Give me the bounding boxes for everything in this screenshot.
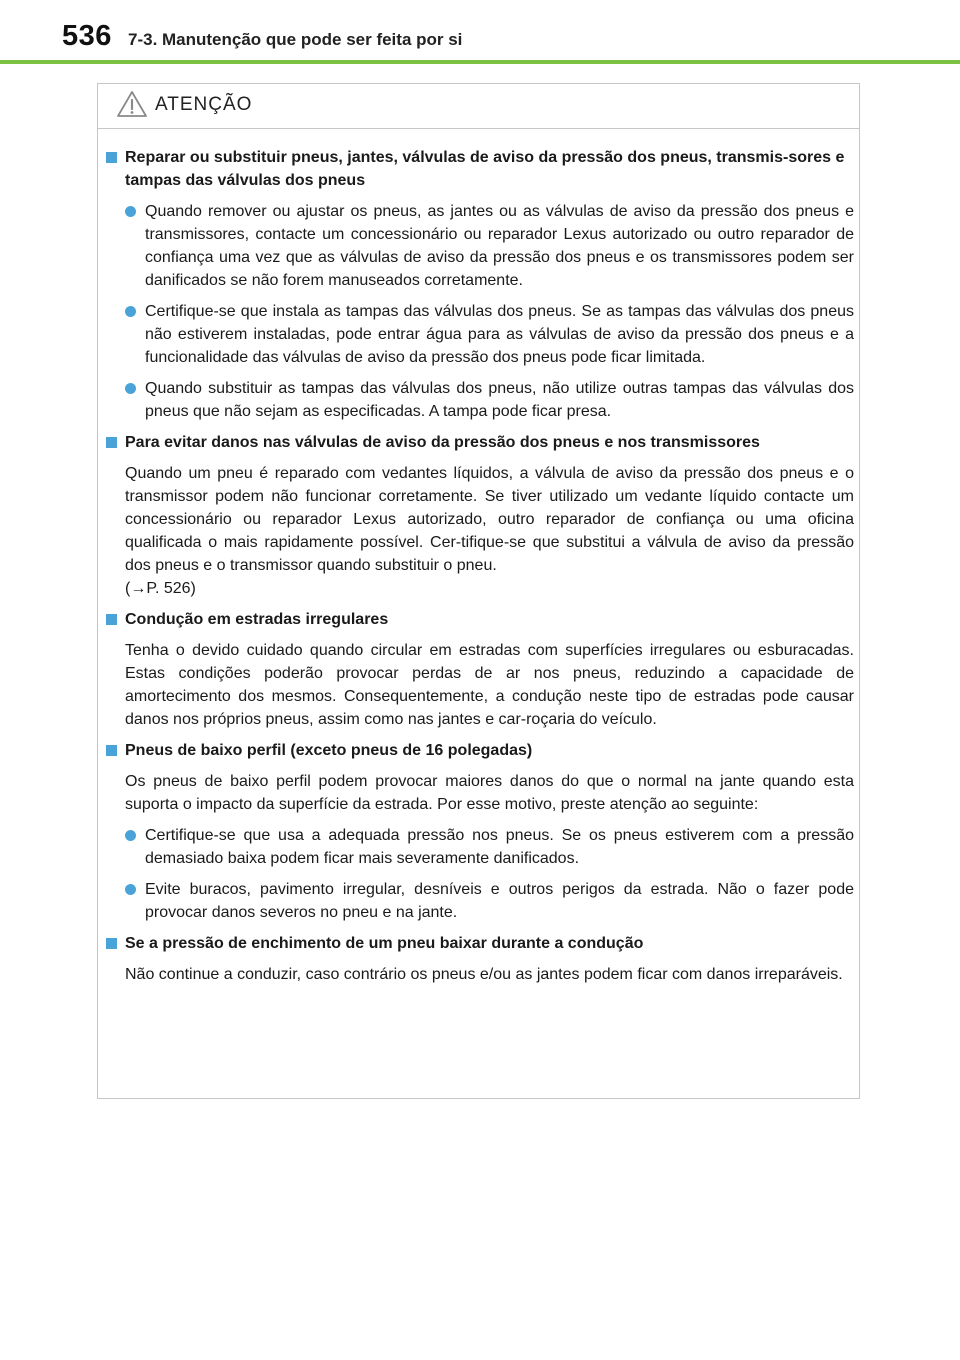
- section-heading: [106, 608, 854, 631]
- paragraph-text: Os pneus de baixo perfil podem provocar maiores danos do que o normal na jante quando esta suporta o impacto da superfície da estrada. Por esse motivo, preste atenção ao seguinte:: [125, 773, 854, 813]
- circle-bullet-icon: [125, 206, 136, 217]
- section-heading-text: Reparar ou substituir pneus, jantes, válvulas de aviso da pressão dos pneus, transmis-sores e tampas das válvulas dos pneus: [125, 149, 845, 189]
- bullet-text: Evite buracos, pavimento irregular, desníveis e outros perigos da estrada. Não o fazer pode provocar danos severos no pneu e na jante.: [145, 881, 854, 921]
- square-bullet-icon: [106, 437, 117, 448]
- section-paragraph: [106, 770, 854, 816]
- warning-title: ATENÇÃO: [155, 94, 253, 115]
- square-bullet-icon: [106, 745, 117, 756]
- circle-bullet-icon: [125, 306, 136, 317]
- section-heading: [106, 739, 854, 762]
- section-paragraph: [106, 639, 854, 731]
- warning-triangle-icon: [116, 90, 148, 118]
- page-number: 536: [62, 20, 112, 52]
- bullet-text: Quando remover ou ajustar os pneus, as jantes ou as válvulas de aviso da pressão dos pneus e transmissores, contacte um concessionário ou reparador Lexus autorizado ou outro reparador de confiança uma vez que as válvulas de aviso da pressão dos pneus e os transmissores podem ser danificados se não forem manuseados corretamente.: [145, 203, 854, 289]
- section-heading-text: Se a pressão de enchimento de um pneu baixar durante a condução: [125, 935, 644, 952]
- bullet-item: [106, 300, 854, 369]
- bullet-text: Quando substituir as tampas das válvulas dos pneus, não utilize outras tampas das válvulas dos pneus que não sejam as especificadas. A tampa pode ficar presa.: [145, 380, 854, 420]
- warning-content: [106, 146, 854, 994]
- page-header: [0, 0, 960, 62]
- section-heading: [106, 932, 854, 955]
- bullet-item: [106, 200, 854, 292]
- paragraph-text: Não continue a conduzir, caso contrário os pneus e/ou as jantes podem ficar com danos irreparáveis.: [125, 966, 843, 983]
- square-bullet-icon: [106, 938, 117, 949]
- circle-bullet-icon: [125, 830, 136, 841]
- section-paragraph: [106, 462, 854, 600]
- circle-bullet-icon: [125, 884, 136, 895]
- bullet-item: [106, 377, 854, 423]
- section-heading-text: Pneus de baixo perfil (exceto pneus de 16 polegadas): [125, 742, 533, 759]
- square-bullet-icon: [106, 152, 117, 163]
- header-rule: [0, 60, 960, 64]
- bullet-text: Certifique-se que usa a adequada pressão nos pneus. Se os pneus estiverem com a pressão demasiado baixa podem ficar mais severamente danificados.: [145, 827, 854, 867]
- bullet-item: [106, 824, 854, 870]
- section-heading-text: Condução em estradas irregulares: [125, 611, 389, 628]
- paragraph-text: Quando um pneu é reparado com vedantes líquidos, a válvula de aviso da pressão dos pneus e o transmissor podem não funcionar corretamente. Se tiver utilizado um vedante líquido contacte um concessionário ou reparador Lexus autorizado, outro reparador de confiança ou uma oficina qualificada o mais rapidamente possível. Cer-tifique-se que substitui a válvula de aviso da pressão dos pneus e o transmissor quando substituir o pneu.: [125, 465, 854, 574]
- section-heading: [106, 146, 854, 192]
- warning-box: [97, 83, 860, 1099]
- section-paragraph: [106, 963, 854, 986]
- warning-header: [98, 84, 859, 128]
- section-heading-text: Para evitar danos nas válvulas de aviso da pressão dos pneus e nos transmissores: [125, 434, 760, 451]
- bullet-item: [106, 878, 854, 924]
- paragraph-text: Tenha o devido cuidado quando circular em estradas com superfícies irregulares ou esburacadas. Estas condições poderão provocar perdas de ar nos pneus, reduzindo a capacidade de amortecimento dos mesmos. Consequentemente, a condução neste tipo de estradas pode causar danos nos próprios pneus, assim como nas jantes e car-roçaria do veículo.: [125, 642, 854, 728]
- circle-bullet-icon: [125, 383, 136, 394]
- bullet-text: Certifique-se que instala as tampas das válvulas dos pneus. Se as tampas das válvulas dos pneus não estiverem instaladas, pode entrar água para as válvulas de aviso da pressão dos pneus e a funcionalidade das válvulas de aviso da pressão dos pneus pode ficar limitada.: [145, 303, 854, 366]
- warning-divider: [98, 128, 859, 129]
- section-heading: [106, 431, 854, 454]
- page-reference-link[interactable]: (→P. 526): [125, 580, 196, 597]
- square-bullet-icon: [106, 614, 117, 625]
- section-title: 7-3. Manutenção que pode ser feita por si: [128, 30, 463, 49]
